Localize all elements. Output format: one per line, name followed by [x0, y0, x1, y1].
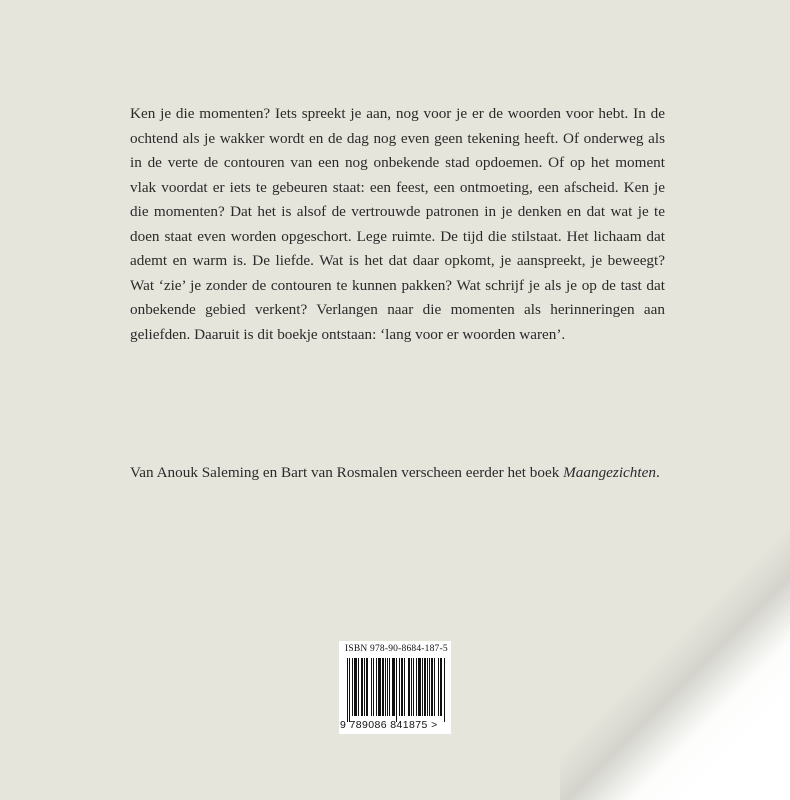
barcode-bar	[438, 658, 439, 716]
barcode-bar	[389, 658, 390, 716]
barcode-bar	[424, 658, 426, 716]
barcode-bar	[399, 658, 400, 716]
barcode-bar	[411, 658, 412, 716]
barcode-bar	[364, 658, 365, 716]
barcode-bar	[352, 658, 353, 716]
barcode-bar	[373, 658, 374, 716]
barcode-bar	[361, 658, 363, 716]
barcode-bar	[416, 658, 417, 716]
barcode-bar	[358, 658, 359, 716]
barcode-bar	[354, 658, 357, 716]
barcode-bar	[413, 658, 414, 716]
barcode-bar	[382, 658, 384, 716]
credits-suffix: .	[655, 464, 660, 481]
barcode-bar	[427, 658, 428, 716]
credits-prefix: Van Anouk Saleming en Bart van Rosmalen verscheen eerder het boek	[130, 464, 564, 481]
isbn-label: ISBN 978-90-8684-187-5	[345, 644, 448, 654]
barcode-bar	[404, 658, 405, 716]
barcode-bar	[422, 658, 423, 716]
barcode-bars	[347, 658, 445, 722]
barcode-bar	[378, 658, 381, 716]
barcode-bar	[387, 658, 388, 716]
barcode-bar	[408, 658, 410, 716]
previous-book-title: Maangezichten	[563, 464, 656, 481]
blurb-text: Ken je die momenten? Iets spreekt je aan, nog voor je er de woorden voor hebt. In de ochtend als je wakker wordt en de dag nog even geen tekening heeft. Of onderweg als in de verte de contouren van een nog onbekende stad opdoemen. Of op het moment vlak voordat er iets te gebeuren staat: een feest, een ontmoeting, een afscheid. Ken je die momenten? Dat het is alsof de vertrouwde patronen in je denken en dat wat je te doen staat even worden opgeschort. Lege ruimte. De tijd die stilstaat. Het lichaam dat ademt en warm is. De liefde. Wat is het dat daar opkomt, je aanspreekt, je beweegt? Wat ‘zie’ je zonder de contouren te kunnen pakken? Wat schrijf je als je op de tast dat onbekende gebied verkent? Verlangen naar die momenten als herinneringen aan geliefden. Daaruit is dit boekje ontstaan: ‘lang voor er woorden waren’.	[130, 105, 665, 343]
barcode-bar	[396, 658, 397, 722]
barcode-bar	[429, 658, 430, 716]
barcode-bar	[349, 658, 350, 722]
barcode-bar	[385, 658, 386, 716]
ean-digits: 9 789086 841875 >	[340, 719, 438, 731]
isbn-barcode	[339, 641, 451, 734]
barcode-bar	[392, 658, 395, 716]
barcode-bar	[434, 658, 435, 716]
barcode-bar	[444, 658, 445, 722]
barcode-bar	[401, 658, 403, 716]
barcode-bar	[431, 658, 433, 716]
barcode-bar	[418, 658, 421, 716]
barcode-bar	[376, 658, 377, 716]
barcode-bar	[347, 658, 348, 722]
barcode-bar	[440, 658, 442, 716]
barcode-bar	[371, 658, 372, 716]
credits-line	[130, 461, 690, 485]
barcode-bar	[366, 658, 368, 716]
